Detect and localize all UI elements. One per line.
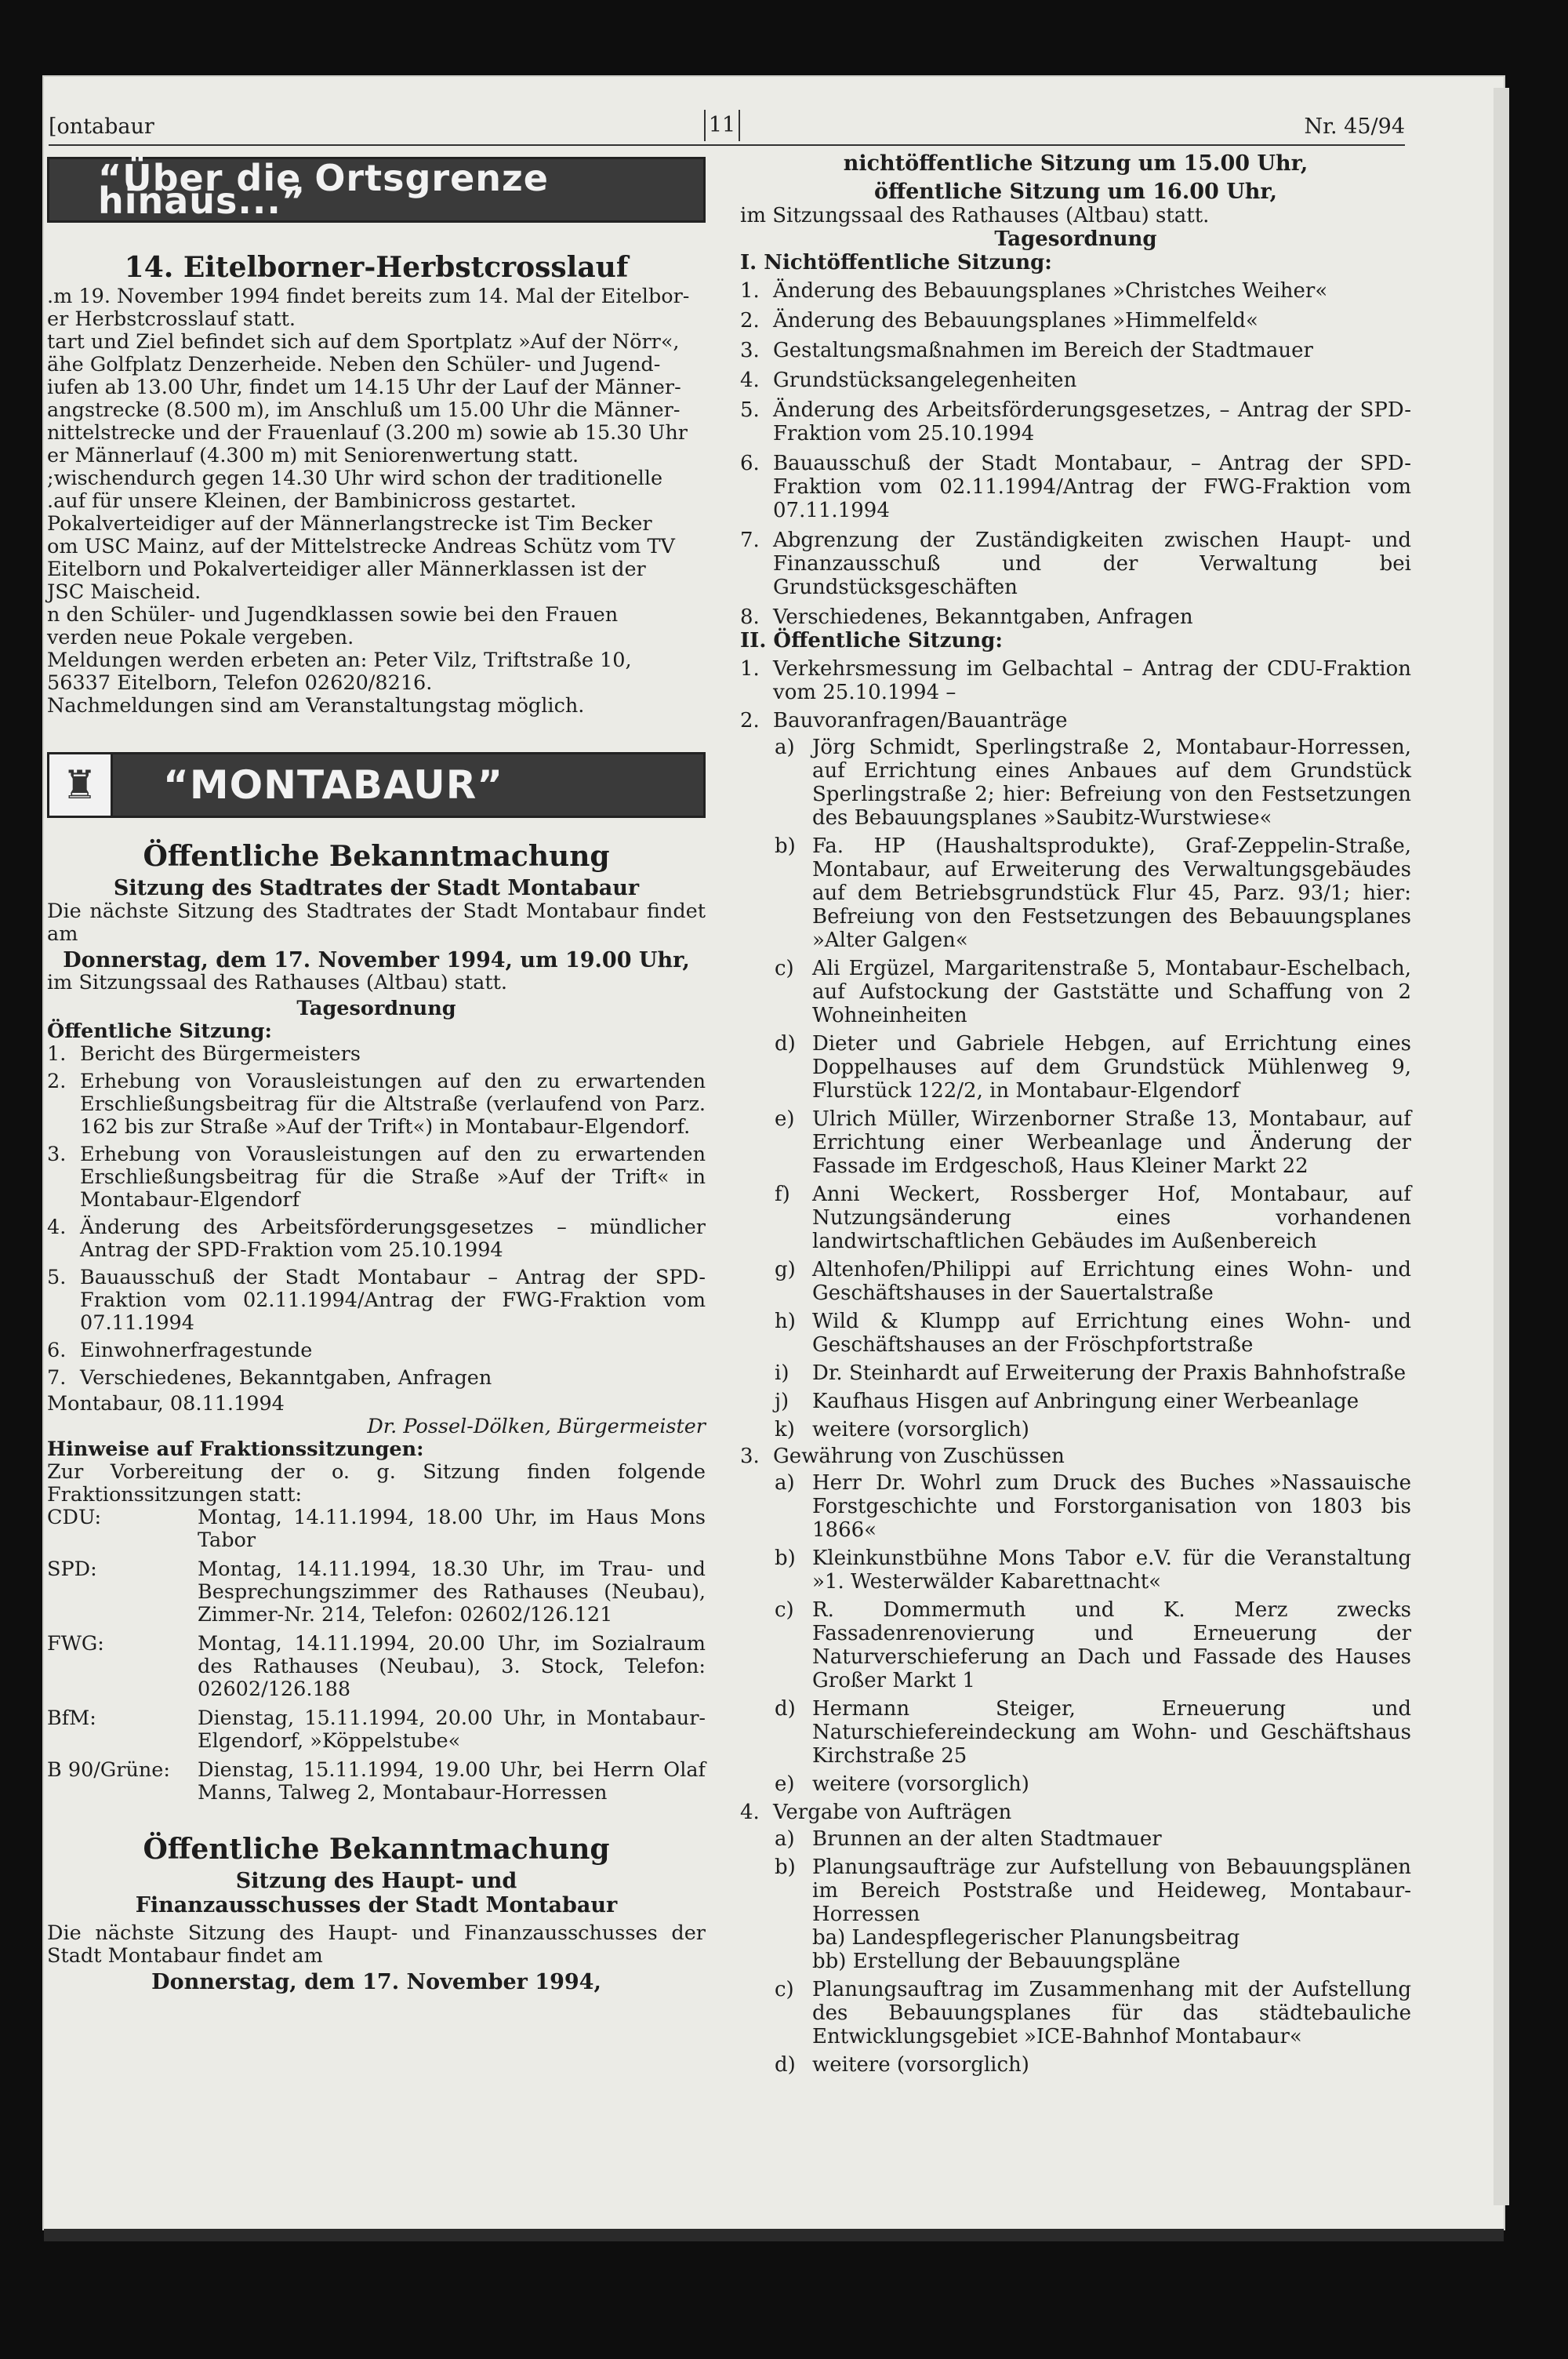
body-line: Nachmeldungen sind am Veranstaltungstag möglich. — [47, 694, 585, 718]
agenda-subitem — [740, 1418, 1411, 1441]
subitem-text: Anni Weckert, Rossberger Hof, Montabaur, auf Nutzungsänderung eines vorhandenen landwirtschaftlichen Gebäudes im Außenbereich — [812, 1183, 1411, 1253]
hauptausschuss-intro: Die nächste Sitzung des Haupt- und Finanzausschusses der Stadt Montabaur findet am — [47, 1921, 706, 1968]
session-time-public: öffentliche Sitzung um 16.00 Uhr, — [873, 180, 1278, 204]
agenda-item — [47, 1043, 706, 1066]
agenda-number: 6. — [47, 1339, 67, 1362]
subitem-text: Herr Dr. Wohrl zum Druck des Buches »Nassauische Forstgeschichte und Forstorganisation von 1803 bis 1866« — [812, 1471, 1411, 1542]
subitem-text: Ulrich Müller, Wirzenborner Straße 13, Montabaur, auf Errichtung einer Werbeanlage und Änderung der Fassade im Erdgeschoß, Haus Kleiner Markt 22 — [812, 1107, 1411, 1178]
agenda-number: 2. — [740, 709, 760, 732]
agenda-number: 1. — [47, 1042, 67, 1066]
stadtrat-intro: Die nächste Sitzung des Stadtrates der Stadt Montabaur findet am — [47, 900, 706, 946]
agenda-text: Verschiedenes, Bekanntgaben, Anfragen — [773, 605, 1193, 629]
agenda-item — [47, 1070, 706, 1139]
agenda-item — [47, 1339, 706, 1362]
agenda-subitem — [740, 1471, 1411, 1542]
subitem-letter: d) — [775, 1032, 796, 1056]
agenda-number: 2. — [47, 1070, 67, 1093]
agenda-item — [740, 1445, 1411, 1468]
body-line: Pokalverteidiger auf der Männerlangstrecke ist Tim Becker — [47, 512, 652, 536]
body-line: n den Schüler- und Jugendklassen sowie bei den Frauen — [47, 603, 619, 627]
agenda-subitem — [740, 1772, 1411, 1796]
agenda-subitem — [740, 1032, 1411, 1103]
session-place: im Sitzungssaal des Rathauses (Altbau) statt. — [740, 204, 1210, 227]
body-line: .auf für unsere Kleinen, der Bambinicross gestartet. — [47, 489, 577, 513]
agenda-text: Änderung des Bebauungsplanes »Himmelfeld« — [773, 309, 1258, 333]
body-line: er Herbstcrosslauf statt. — [47, 307, 296, 331]
agenda-item — [740, 279, 1411, 303]
agenda-text: Einwohnerfragestunde — [80, 1339, 313, 1362]
agenda-text: Verkehrsmessung im Gelbachtal – Antrag der CDU-Fraktion vom 25.10.1994 – — [773, 657, 1411, 704]
agenda-text: Bauvoranfragen/Bauanträge — [773, 709, 1068, 732]
body-line: Meldungen werden erbeten an: Peter Vilz, Triftstraße 10, — [47, 649, 632, 672]
agenda-item — [740, 309, 1411, 333]
agenda-item — [47, 1267, 706, 1335]
agenda-subitem — [740, 1361, 1411, 1385]
stadtrat-date: Donnerstag, dem 17. November 1994, um 19.00 Uhr, — [63, 948, 690, 972]
agenda-item — [740, 339, 1411, 362]
party-meeting-text: Montag, 14.11.1994, 18.30 Uhr, im Trau- und Besprechungszimmer des Rathauses (Neubau), Zimmer-Nr. 214, Telefon: 02602/126.121 — [198, 1558, 706, 1627]
agenda-item — [740, 398, 1411, 445]
banner-title: “MONTABAUR” — [163, 761, 504, 808]
agenda-item — [740, 657, 1411, 704]
agenda-number: 1. — [740, 279, 760, 303]
party-meeting-row — [47, 1759, 706, 1805]
article-body-crosslauf — [47, 285, 706, 718]
subitem-text: Planungsaufträge zur Aufstellung von Bebauungsplänen im Bereich Poststraße und Heideweg, Montabaur-Horressen — [812, 1856, 1411, 1926]
agenda-text: Gewährung von Zuschüssen — [773, 1445, 1065, 1468]
subitem-letter: a) — [775, 1827, 795, 1851]
left-column — [47, 157, 706, 1994]
agenda-subitem — [740, 1258, 1411, 1305]
body-line: JSC Maischeid. — [47, 580, 201, 604]
agenda-number: 6. — [740, 452, 760, 475]
party-meeting-row — [47, 1633, 706, 1701]
hints-intro: Zur Vorbereitung der o. g. Sitzung finden folgende Fraktionssitzungen statt: — [47, 1460, 706, 1507]
agenda-number: 5. — [740, 398, 760, 422]
agenda-number: 3. — [47, 1143, 67, 1166]
agenda-subitem — [740, 736, 1411, 830]
page-shadow — [44, 2229, 1504, 2241]
body-line: om USC Mainz, auf der Mittelstrecke Andreas Schütz vom TV — [47, 535, 675, 558]
agenda-subitem — [740, 1598, 1411, 1692]
subitem-letter: h) — [775, 1310, 796, 1333]
agenda-number: 5. — [47, 1266, 67, 1289]
session-time-nonpublic: nichtöffentliche Sitzung um 15.00 Uhr, — [843, 151, 1308, 176]
agenda-number: 4. — [740, 1801, 760, 1824]
body-line: er Männerlauf (4.300 m) mit Seniorenwertung statt. — [47, 444, 579, 467]
body-line: tart und Ziel befindet sich auf dem Sportplatz »Auf der Nörr«, — [47, 330, 680, 354]
subitem-text: R. Dommermuth und K. Merz zwecks Fassadenrenovierung und Erneuerung der Naturverschieferung an Dach und Fassade des Hauses Großer Markt 1 — [812, 1598, 1411, 1692]
agenda-subitem — [740, 1827, 1411, 1851]
party-meeting-text: Dienstag, 15.11.1994, 19.00 Uhr, bei Herrn Olaf Manns, Talweg 2, Montabaur-Horressen — [198, 1758, 706, 1805]
agenda-number: 2. — [740, 309, 760, 333]
agenda-subitem — [740, 1107, 1411, 1178]
body-line: verden neue Pokale vergeben. — [47, 626, 354, 649]
header-issue: Nr. 45/94 — [1304, 114, 1405, 139]
subitem-text: Kaufhaus Hisgen auf Anbringung einer Werbeanlage — [812, 1390, 1359, 1413]
agenda-text: Erhebung von Vorausleistungen auf den zu erwartenden Erschließungsbeitrag für die Altstraße (verlaufend von Parz. 162 bis zur Straße »Auf der Trift«) in Montabaur-Elgendorf. — [80, 1070, 706, 1139]
agenda-text: Bericht des Bürgermeisters — [80, 1042, 361, 1066]
article-subtitle-stadtrat: Sitzung des Stadtrates der Stadt Montabaur — [113, 876, 640, 900]
page-header — [49, 110, 1405, 146]
article-title-stadtrat: Öffentliche Bekanntmachung — [143, 840, 610, 873]
subitem-letter: a) — [775, 736, 795, 759]
agenda-text: Verschiedenes, Bekanntgaben, Anfragen — [80, 1366, 492, 1390]
body-line: .m 19. November 1994 findet bereits zum 14. Mal der Eitelbor- — [47, 285, 690, 308]
subitem-letter: e) — [775, 1107, 795, 1131]
agenda-item — [740, 369, 1411, 392]
nonpublic-label: I. Nichtöffentliche Sitzung: — [740, 251, 1052, 274]
subitem-text: Jörg Schmidt, Sperlingstraße 2, Montabaur-Horressen, auf Errichtung eines Anbaues auf dem Grundstück Sperlingstraße 2; hier: Befreiung von den Festsetzungen des Bebauungsplanes »Saubitz-Wurstwiese« — [812, 736, 1411, 830]
header-page-number: 11 — [704, 110, 740, 141]
subitem-letter: g) — [775, 1258, 796, 1281]
party-meeting-row — [47, 1707, 706, 1753]
subitem-text: weitere (vorsorglich) — [812, 1418, 1029, 1441]
agenda-text: Gestaltungsmaßnahmen im Bereich der Stadtmauer — [773, 339, 1313, 362]
agenda-number: 3. — [740, 339, 760, 362]
agenda-number: 1. — [740, 657, 760, 681]
section-banner-ortsgrenze — [47, 157, 706, 223]
subitem-text: Fa. HP (Haushaltsprodukte), Graf-Zeppelin-Straße, Montabaur, auf Erweiterung des Verwaltungsgebäudes auf dem Betriebsgrundstück Flur 45, Parz. 93/1; hier: Befreiung von den Festsetzungen des Bebauungsplanes »Alter Galgen« — [812, 834, 1411, 952]
subitem-text: weitere (vorsorglich) — [812, 2053, 1029, 2077]
subitem-text: Wild & Klumpp auf Errichtung eines Wohn- und Geschäftshauses an der Fröschpfortstraße — [812, 1310, 1411, 1357]
party-meeting-row — [47, 1558, 706, 1627]
agenda-number: 3. — [740, 1445, 760, 1468]
agenda-number: 7. — [740, 529, 760, 552]
banner-title: “Über die Ortsgrenze hinaus...” — [98, 157, 550, 222]
hints-title: Hinweise auf Fraktionssitzungen: — [47, 1438, 424, 1461]
subitem-letter: a) — [775, 1471, 795, 1495]
subitem-text: Planungsauftrag im Zusammenhang mit der Aufstellung des Bebauungsplanes für das städtebauliche Entwicklungsgebiet »ICE-Bahnhof Montabaur« — [812, 1978, 1411, 2048]
party-meeting-text: Montag, 14.11.1994, 18.00 Uhr, im Haus Mons Tabor — [198, 1506, 706, 1552]
subsubitem-ba: ba) Landespflegerischer Planungsbeitrag — [812, 1926, 1240, 1950]
party-meeting-text: Dienstag, 15.11.1994, 20.00 Uhr, in Montabaur-Elgendorf, »Köppelstube« — [198, 1707, 706, 1753]
body-line: nittelstrecke und der Frauenlauf (3.200 m) sowie ab 15.30 Uhr — [47, 421, 688, 445]
stadtrat-signature: Dr. Possel-Dölken, Bürgermeister — [367, 1415, 706, 1438]
subsubitem-bb: bb) Erstellung der Bebauungspläne — [812, 1950, 1181, 1973]
page-edge — [1494, 88, 1509, 2205]
body-line: angstrecke (8.500 m), im Anschluß um 15.00 Uhr die Männer- — [47, 398, 681, 422]
article-title-crosslauf: 14. Eitelborner-Herbstcrosslauf — [124, 251, 629, 284]
agenda-item — [47, 1367, 706, 1390]
stadtrat-place: im Sitzungssaal des Rathauses (Altbau) statt. — [47, 971, 507, 994]
subitem-letter: c) — [775, 957, 794, 980]
agenda-item — [740, 605, 1411, 629]
body-line: Eitelborn und Pokalverteidiger aller Männerklassen ist der — [47, 558, 646, 581]
agenda-subitem — [740, 1856, 1411, 1926]
agenda-item — [47, 1216, 706, 1262]
subitem-letter: c) — [775, 1598, 794, 1622]
subitem-letter: b) — [775, 1547, 796, 1570]
agenda-item — [47, 1143, 706, 1212]
agenda-text: Änderung des Arbeitsförderungsgesetzes – mündlicher Antrag der SPD-Fraktion vom 25.10.1994 — [80, 1216, 706, 1262]
agenda-subitem — [740, 1390, 1411, 1413]
agenda-subitem — [740, 1547, 1411, 1594]
article-title-hauptausschuss: Öffentliche Bekanntmachung — [143, 1833, 610, 1866]
agenda-item — [740, 1801, 1411, 1824]
stadtrat-public-label: Öffentliche Sitzung: — [47, 1020, 272, 1043]
agenda-text: Bauausschuß der Stadt Montabaur, – Antrag der SPD-Fraktion vom 02.11.1994/Antrag der FWG-Fraktion vom 07.11.1994 — [773, 452, 1411, 522]
agenda-text: Grundstücksangelegenheiten — [773, 369, 1077, 392]
subitem-letter: c) — [775, 1978, 794, 2001]
agenda-subitem — [740, 1183, 1411, 1253]
party-name: FWG: — [47, 1632, 104, 1656]
body-line: 56337 Eitelborn, Telefon 02620/8216. — [47, 671, 433, 695]
body-line: iufen ab 13.00 Uhr, findet um 14.15 Uhr der Lauf der Männer- — [47, 376, 681, 399]
body-line: ;wischendurch gegen 14.30 Uhr wird schon der traditionelle — [47, 467, 663, 490]
body-line: ähe Golfplatz Denzerheide. Neben den Schüler- und Jugend- — [47, 353, 661, 376]
agenda-number: 4. — [740, 369, 760, 392]
subitem-text: Kleinkunstbühne Mons Tabor e.V. für die Veranstaltung »1. Westerwälder Kabarettnacht« — [812, 1547, 1411, 1594]
agenda-number: 8. — [740, 605, 760, 629]
public-label: II. Öffentliche Sitzung: — [740, 629, 1003, 652]
subitem-text: Hermann Steiger, Erneuerung und Naturschiefereindeckung am Wohn- und Geschäftshaus Kirchstraße 25 — [812, 1697, 1411, 1768]
subitem-letter: k) — [775, 1418, 795, 1441]
subitem-text: Brunnen an der alten Stadtmauer — [812, 1827, 1162, 1851]
party-name: BfM: — [47, 1707, 96, 1730]
section-banner-montabaur — [47, 752, 706, 818]
subitem-text: weitere (vorsorglich) — [812, 1772, 1029, 1796]
town-crest-icon: ♜ — [49, 754, 113, 816]
article-subtitle-hauptausschuss: Sitzung des Haupt- und Finanzausschusses der Stadt Montabaur — [135, 1869, 618, 1917]
subitem-letter: d) — [775, 1697, 796, 1721]
right-column — [740, 152, 1411, 2077]
agenda-number: 7. — [47, 1366, 67, 1390]
agenda-text: Änderung des Arbeitsförderungsgesetzes, – Antrag der SPD-Fraktion vom 25.10.1994 — [773, 398, 1411, 445]
agenda-text: Vergabe von Aufträgen — [773, 1801, 1012, 1824]
agenda-subitem — [740, 834, 1411, 952]
subitem-letter: j) — [775, 1390, 789, 1413]
subitem-text: Ali Ergüzel, Margaritenstraße 5, Montabaur-Eschelbach, auf Aufstockung der Gaststätte und Schaffung von 2 Wohneinheiten — [812, 957, 1411, 1027]
stadtrat-agenda-title: Tagesordnung — [296, 997, 456, 1020]
party-meeting-row — [47, 1507, 706, 1552]
agenda-item — [740, 452, 1411, 522]
agenda-text: Erhebung von Vorausleistungen auf den zu erwartenden Erschließungsbeitrag für die Straße »Auf der Trift« in Montabaur-Elgendorf — [80, 1143, 706, 1212]
agenda-item — [740, 709, 1411, 732]
subitem-letter: d) — [775, 2053, 796, 2077]
agenda-item — [740, 529, 1411, 599]
subitem-text: Altenhofen/Philippi auf Errichtung eines Wohn- und Geschäftshauses in der Sauertalstraße — [812, 1258, 1411, 1305]
subitem-text: Dieter und Gabriele Hebgen, auf Errichtung eines Doppelhauses auf dem Grundstück Mühlenweg 9, Flurstück 122/2, in Montabaur-Elgendorf — [812, 1032, 1411, 1103]
party-name: CDU: — [47, 1506, 102, 1529]
subitem-letter: e) — [775, 1772, 795, 1796]
agenda-text: Abgrenzung der Zuständigkeiten zwischen Haupt- und Finanzausschuß und der Verwaltung bei Grundstücksgeschäften — [773, 529, 1411, 599]
agenda-text: Bauausschuß der Stadt Montabaur – Antrag der SPD-Fraktion vom 02.11.1994/Antrag der FWG-Fraktion vom 07.11.1994 — [80, 1266, 706, 1335]
party-name: B 90/Grüne: — [47, 1758, 170, 1782]
party-meeting-text: Montag, 14.11.1994, 20.00 Uhr, im Sozialraum des Rathauses (Neubau), 3. Stock, Telefon: 02602/126.188 — [198, 1632, 706, 1701]
agenda-subitem — [740, 1697, 1411, 1768]
subitem-letter: b) — [775, 834, 796, 858]
stadtrat-dateline: Montabaur, 08.11.1994 — [47, 1392, 285, 1416]
agenda-number: 4. — [47, 1216, 67, 1239]
header-town: [ontabaur — [49, 114, 154, 139]
agenda-text: Änderung des Bebauungsplanes »Christches Weiher« — [773, 279, 1328, 303]
agenda-subitem — [740, 2053, 1411, 2077]
subitem-letter: b) — [775, 1856, 796, 1879]
agenda-subitem — [740, 957, 1411, 1027]
hauptausschuss-date: Donnerstag, dem 17. November 1994, — [151, 1970, 601, 1994]
subitem-text: Dr. Steinhardt auf Erweiterung der Praxis Bahnhofstraße — [812, 1361, 1406, 1385]
agenda-subitem — [740, 1978, 1411, 2048]
party-name: SPD: — [47, 1558, 97, 1581]
agenda-title: Tagesordnung — [994, 227, 1157, 251]
agenda-subitem — [740, 1310, 1411, 1357]
subitem-letter: i) — [775, 1361, 789, 1385]
subitem-letter: f) — [775, 1183, 790, 1206]
